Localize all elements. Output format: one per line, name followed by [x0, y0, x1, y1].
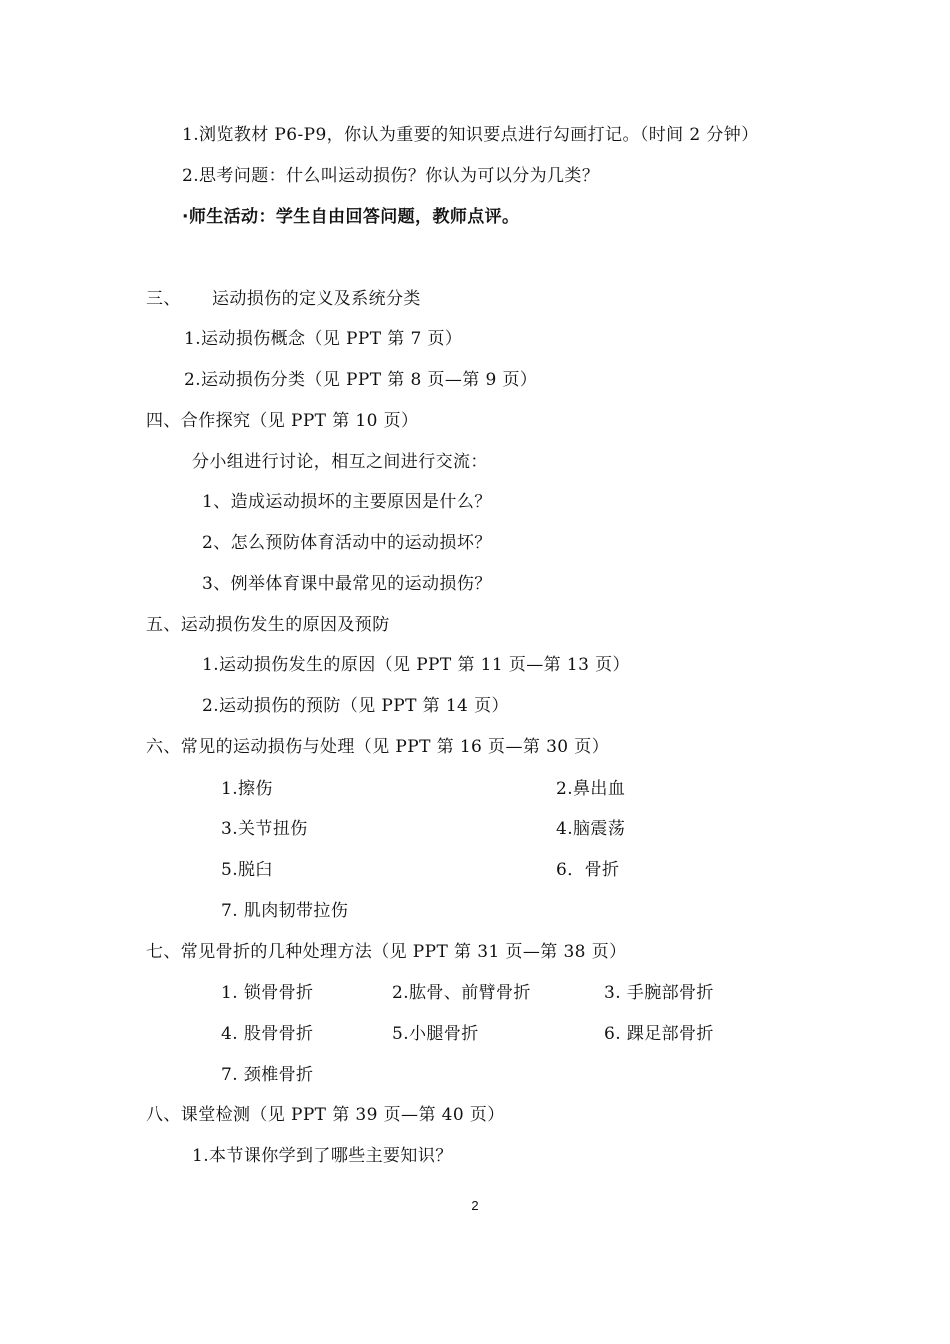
section6-item-1: 1.擦伤	[221, 779, 273, 799]
section7-item-7: 7. 颈椎骨折	[221, 1065, 314, 1085]
section4-item-1: 1、造成运动损坏的主要原因是什么？	[202, 492, 492, 512]
section6-item-3: 3.关节扭伤	[221, 819, 308, 839]
section4-item-3: 3、例举体育课中最常见的运动损伤？	[202, 574, 492, 594]
section7-item-6: 6. 踝足部骨折	[604, 1024, 714, 1044]
section5-item-2: 2.运动损伤的预防（见 PPT 第 14 页）	[202, 696, 509, 716]
section4-title: 四、合作探究（见 PPT 第 10 页）	[146, 411, 419, 431]
section6-title: 六、常见的运动损伤与处理（见 PPT 第 16 页—第 30 页）	[146, 737, 610, 757]
section7-item-4: 4. 股骨骨折	[221, 1024, 314, 1044]
section4-intro: 分小组进行讨论，相互之间进行交流：	[192, 452, 488, 472]
section7-item-3: 3. 手腕部骨折	[604, 983, 714, 1003]
section7-item-2: 2.肱骨、前臂骨折	[392, 983, 531, 1003]
section6-item-2: 2.鼻出血	[556, 779, 626, 799]
intro-item-2: 2.思考问题：什么叫运动损伤？你认为可以分为几类？	[182, 166, 600, 186]
teacher-student-activity: ·师生活动：学生自由回答问题，教师点评。	[182, 207, 520, 227]
section6-item-7: 7. 肌肉韧带拉伤	[221, 901, 349, 921]
page-number: 2	[471, 1198, 479, 1213]
section3-item-1: 1.运动损伤概念（见 PPT 第 7 页）	[184, 329, 463, 349]
section8-item-1: 1.本节课你学到了哪些主要知识？	[192, 1146, 453, 1166]
section3-item-2: 2.运动损伤分类（见 PPT 第 8 页—第 9 页）	[184, 370, 538, 390]
section6-item-6: 6．骨折	[556, 860, 620, 880]
section7-title: 七、常见骨折的几种处理方法（见 PPT 第 31 页—第 38 页）	[146, 942, 627, 962]
section7-item-1: 1. 锁骨骨折	[221, 983, 314, 1003]
section5-item-1: 1.运动损伤发生的原因（见 PPT 第 11 页—第 13 页）	[202, 655, 630, 675]
section6-item-4: 4.脑震荡	[556, 819, 626, 839]
section3-marker: 三、	[146, 289, 181, 309]
section4-item-2: 2、怎么预防体育活动中的运动损坏？	[202, 533, 492, 553]
section5-title: 五、运动损伤发生的原因及预防	[146, 615, 390, 635]
intro-item-1: 1.浏览教材 P6-P9，你认为重要的知识要点进行勾画打记。（时间 2 分钟）	[182, 125, 759, 145]
section6-item-5: 5.脱臼	[221, 860, 273, 880]
section8-title: 八、课堂检测（见 PPT 第 39 页—第 40 页）	[146, 1105, 505, 1125]
section7-item-5: 5.小腿骨折	[392, 1024, 479, 1044]
section3-title: 运动损伤的定义及系统分类	[212, 289, 421, 309]
